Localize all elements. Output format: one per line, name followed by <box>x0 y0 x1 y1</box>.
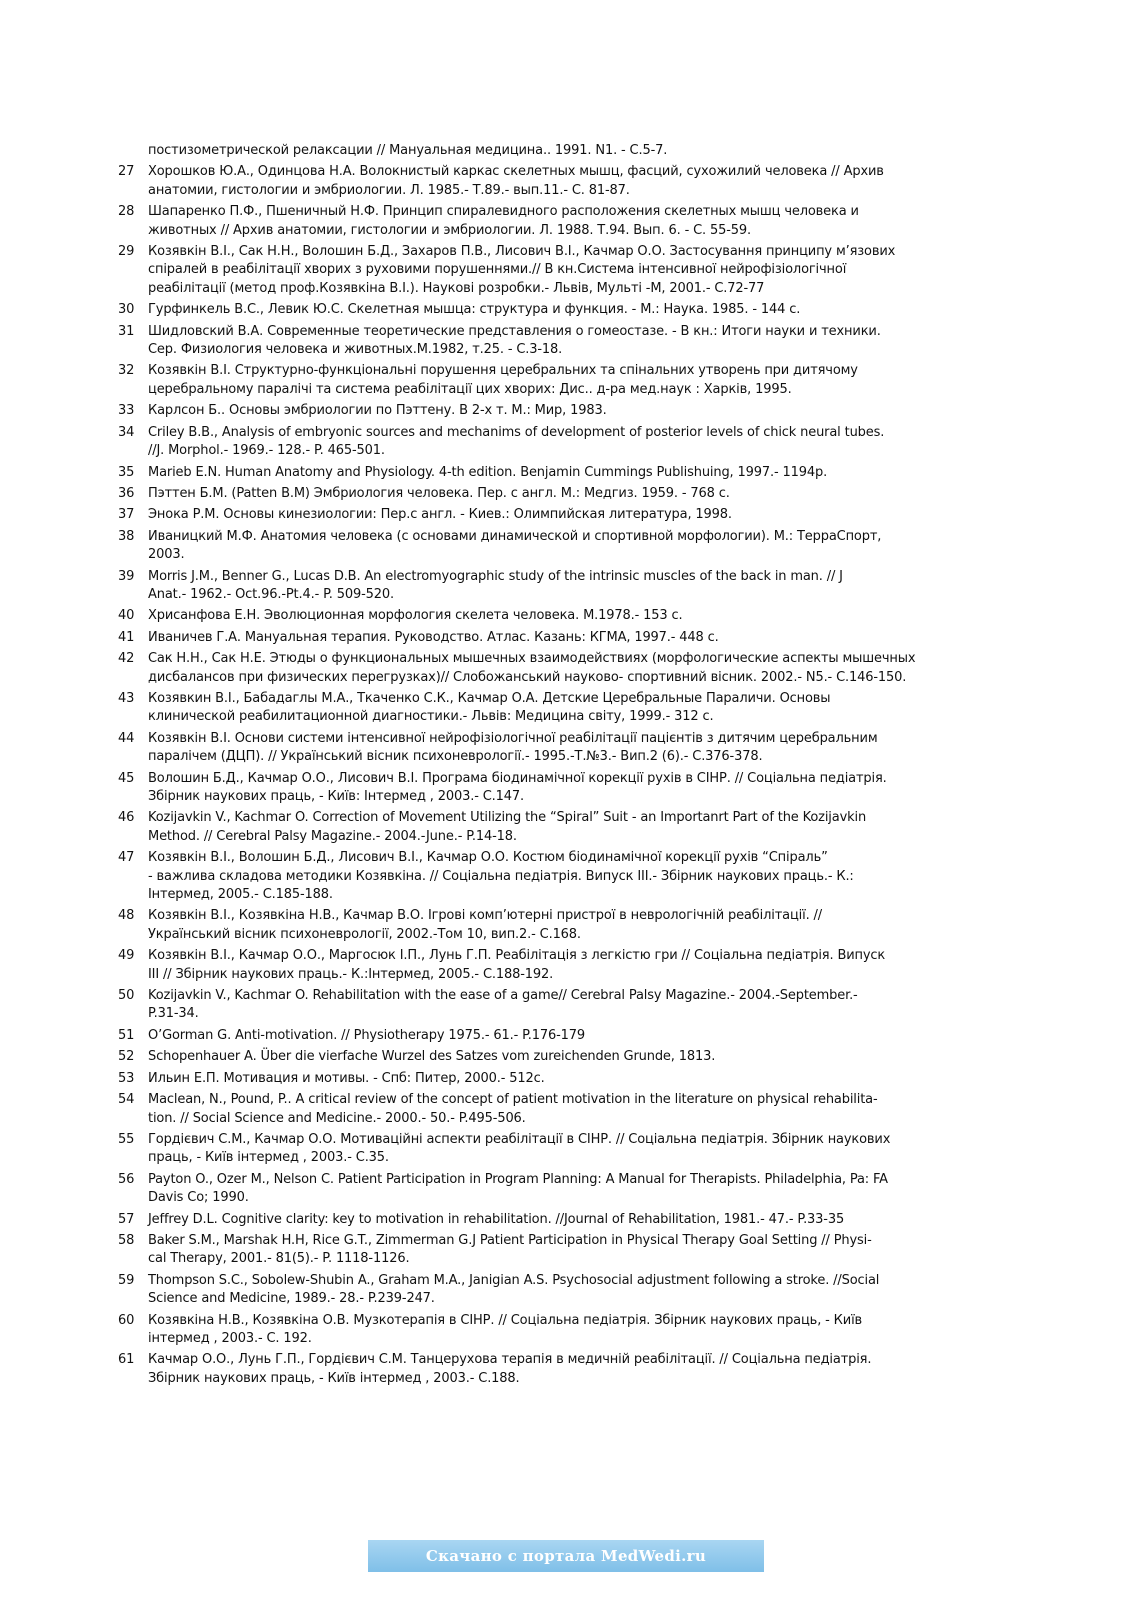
reference-number: 59 <box>118 1272 135 1288</box>
reference-number: 48 <box>118 908 135 924</box>
reference-text: Ильин Е.П. Мотивация и мотивы. - Спб: Питер, 2000.- 512с. <box>148 1070 545 1086</box>
reference-number: 34 <box>118 424 135 440</box>
reference-text: Morris J.M., Benner G., Lucas D.B. An electromyographic study of the intrinsic muscles of the back in man. // J Anat.- 1962.- Oct.96.-Pt.4.- P. 509-520. <box>148 568 843 602</box>
reference-continuation <box>118 142 978 160</box>
reference-item <box>118 301 978 319</box>
reference-number: 41 <box>118 629 135 645</box>
reference-item <box>118 987 978 1024</box>
reference-number: 58 <box>118 1232 135 1248</box>
reference-number: 42 <box>118 651 135 667</box>
reference-text: Criley B.B., Analysis of embryonic sources and mechanims of development of posterior levels of chick neural tubes. //J. Morphol.- 1969.- 128.- P. 465-501. <box>148 424 885 459</box>
reference-number: 44 <box>118 730 135 746</box>
reference-text: Козявкін В.І. Структурно-функціональні порушення церебральних та спінальних утворень при дитячому церебральному паралічі та система реабілітації цих хворих: Дис.. д-ра мед.наук : Харків, 1995. <box>148 363 858 397</box>
reference-list <box>118 142 978 1391</box>
reference-text: Иваничев Г.А. Мануальная терапия. Руководство. Атлас. Казань: КГМА, 1997.- 448 с. <box>148 629 719 645</box>
reference-item <box>118 770 978 807</box>
reference-text: Волошин Б.Д., Качмар О.О., Лисович В.І. Програма біодинамічної корекції рухів в СІНР. // Соціальна педіатрія. Збірник наукових праць, - Київ: Інтермед , 2003.- С.147. <box>148 770 887 804</box>
reference-number: 52 <box>118 1049 135 1065</box>
reference-item <box>118 203 978 240</box>
reference-number: 55 <box>118 1131 135 1147</box>
reference-item <box>118 947 978 984</box>
reference-item <box>118 424 978 461</box>
reference-number: 30 <box>118 302 135 318</box>
reference-number: 39 <box>118 568 135 584</box>
reference-text: Козявкін В.І., Волошин Б.Д., Лисович В.І., Качмар О.О. Костюм біодинамічної корекції рухів “Спіраль” - важлива складова методики Козявкіна. // Соціальна педіатрія. Випуск ІІІ.- Збірник наукових праць.- К.: Інтермед, 2005.- С.185-188. <box>148 850 854 903</box>
reference-item <box>118 464 978 482</box>
reference-number: 50 <box>118 988 135 1004</box>
reference-item <box>118 362 978 399</box>
reference-number: 43 <box>118 690 135 706</box>
reference-text: Marieb E.N. Human Anatomy and Physiology. 4-th edition. Benjamin Cummings Publishuing, 1997.- 1194p. <box>148 464 828 480</box>
reference-item <box>118 1048 978 1066</box>
reference-item <box>118 730 978 767</box>
reference-item <box>118 849 978 904</box>
reference-item <box>118 1272 978 1309</box>
reference-text: Козявкін В.І. Основи системи інтенсивної нейрофізіологічної реабілітації пацієнтів з дитячим церебральним паралічем (ДЦП). // Український вісник психоневрології.- 1995.-Т.№3.- Вип.2 (6).- С.376-378. <box>148 730 878 765</box>
reference-text: Kozijavkin V., Kachmar O. Correction of Movement Utilizing the “Spiral” Suit - an Importanrt Part of the Kozijavkin Method. // Cerebral Palsy Magazine.- 2004.-June.- P.14-18. <box>148 810 867 844</box>
watermark-text: Скачано с портала MedWedi.ru <box>425 1547 707 1565</box>
reference-number: 49 <box>118 948 135 964</box>
reference-text: Хорошков Ю.А., Одинцова Н.А. Волокнистый каркас скелетных мышц, фасций, сухожилий человека // Архив анатомии, гистологии и эмбриологии. Л. 1985.- Т.89.- вып.11.- С. 81-87. <box>148 164 884 198</box>
reference-item <box>118 323 978 360</box>
reference-text: Kozijavkin V., Kachmar O. Rehabilitation with the ease of a game// Cerebral Palsy Magazine.- 2004.-September.- P.31-34. <box>148 988 858 1022</box>
reference-item <box>118 1027 978 1045</box>
reference-text: Иваницкий М.Ф. Анатомия человека (с основами динамической и спортивной морфологии). М.: ТерраСпорт, 2003. <box>148 528 882 563</box>
reference-text: Гордієвич С.М., Качмар О.О. Мотиваційні аспекти реабілітації в СІНР. // Соціальна педіатрія. Збірник наукових праць, - Київ інтермед , 2003.- С.35. <box>148 1131 891 1166</box>
reference-text: Карлсон Б.. Основы эмбриологии по Пэттену. В 2-х т. М.: Мир, 1983. <box>148 403 607 419</box>
reference-text: Payton O., Ozer M., Nelson C. Patient Participation in Program Planning: A Manual for Therapists. Philadelphia, Pa: FA Davis Co; 1990. <box>148 1171 888 1206</box>
reference-text: Хрисанфова Е.Н. Эволюционная морфология скелета человека. М.1978.- 153 с. <box>148 608 683 624</box>
reference-number: 40 <box>118 608 135 624</box>
reference-item <box>118 1211 978 1229</box>
reference-item <box>118 402 978 420</box>
reference-text: Шидловский В.А. Современные теоретические представления о гомеостазе. - В кн.: Итоги науки и техники. Сер. Физиология человека и животных.М.1982, т.25. - С.3-18. <box>148 323 881 358</box>
reference-item <box>118 1070 978 1088</box>
reference-number: 32 <box>118 363 135 379</box>
reference-text: Козявкін В.І., Качмар О.О., Маргосюк І.П., Лунь Г.П. Реабілітація з легкістю гри // Соціальна педіатрія. Випуск ІІІ // Збірник наукових праць.- К.:Інтермед, 2005.- С.188-192. <box>148 948 886 982</box>
reference-continuation-text: постизометрической релаксации // Мануальная медицина.. 1991. N1. - C.5-7. <box>148 143 668 158</box>
reference-number: 61 <box>118 1352 135 1368</box>
reference-number: 38 <box>118 528 135 544</box>
reference-item <box>118 809 978 846</box>
reference-item <box>118 607 978 625</box>
reference-item <box>118 1351 978 1388</box>
reference-number: 36 <box>118 485 135 501</box>
reference-item <box>118 1171 978 1208</box>
reference-text: Козявкин В.І., Бабадаглы М.А., Ткаченко С.К., Качмар О.А. Детские Церебральные Параличи. Основы клинической реабилитационной диагностики.- Львів: Медицина світу, 1999.- 312 с. <box>148 690 831 725</box>
reference-text: Энока Р.М. Основы кинезиологии: Пер.с англ. - Киев.: Олимпийская литература, 1998. <box>148 507 732 523</box>
reference-text: Jeffrey D.L. Cognitive clarity: key to motivation in rehabilitation. //Journal of Rehabilitation, 1981.- 47.- P.33-35 <box>148 1211 845 1227</box>
reference-item <box>118 243 978 298</box>
reference-text: O’Gorman G. Anti-motivation. // Physiotherapy 1975.- 61.- P.176-179 <box>148 1027 586 1043</box>
reference-text: Качмар О.О., Лунь Г.П., Гордієвич С.М. Танцерухова терапія в медичній реабілітації. // Соціальна педіатрія. Збірник наукових праць, - Київ інтермед , 2003.- С.188. <box>148 1352 872 1386</box>
reference-item <box>118 650 978 687</box>
reference-number: 56 <box>118 1171 135 1187</box>
reference-item <box>118 528 978 565</box>
reference-number: 54 <box>118 1092 135 1108</box>
reference-number: 53 <box>118 1070 135 1086</box>
reference-text: Козявкін В.І., Сак Н.Н., Волошин Б.Д., Захаров П.В., Лисович В.І., Качмар О.О. Застосування принципу м’язових спіралей в реабілітації хворих з руховими порушеннями.// В кн.Система інтенсивної нейрофізіологічної реабілітації (метод проф.Козявкіна В.І.). Наукові розробки.- Львів, Мульті -М, 2001.- С.72-77 <box>148 244 896 296</box>
reference-text: Козявкіна Н.В., Козявкіна О.В. Музкотерапія в СІНР. // Соціальна педіатрія. Збірник наукових праць, - Київ інтермед , 2003.- С. 192. <box>148 1312 863 1346</box>
reference-number: 51 <box>118 1027 135 1043</box>
reference-item <box>118 629 978 647</box>
reference-item <box>118 506 978 524</box>
reference-text: Гурфинкель B.C., Левик Ю.С. Скелетная мышца: структура и функция. - М.: Наука. 1985. - 144 с. <box>148 302 801 318</box>
reference-text: Schopenhauer A. Über die vierfache Wurzel des Satzes vom zureichenden Grunde, 1813. <box>148 1049 716 1065</box>
download-watermark-banner[interactable] <box>368 1540 764 1572</box>
reference-number: 27 <box>118 164 135 180</box>
reference-number: 45 <box>118 770 135 786</box>
reference-number: 57 <box>118 1211 135 1227</box>
reference-item <box>118 163 978 200</box>
reference-text: Сак Н.Н., Сак Н.Е. Этюды о функциональных мышечных взаимодействиях (морфологические аспекты мышечных дисбалансов при физических перегрузках)// Слобожанський науково- спортивний вісник. 2002.- N5.- С.146-150. <box>148 651 916 685</box>
reference-text: Шапаренко П.Ф., Пшеничный Н.Ф. Принцип спиралевидного расположения скелетных мышц человека и животных // Архив анатомии, гистологии и эмбриологии. Л. 1988. Т.94. Вып. 6. - С. 55-59. <box>148 204 859 238</box>
reference-number: 33 <box>118 403 135 419</box>
reference-text: Baker S.M., Marshak H.H, Rice G.T., Zimmerman G.J Patient Participation in Physical Therapy Goal Setting // Physi- cal Therapy, 2001.- 81(5).- P. 1118-1126. <box>148 1232 872 1267</box>
reference-item <box>118 1091 978 1128</box>
reference-number: 46 <box>118 810 135 826</box>
reference-item <box>118 1131 978 1168</box>
reference-item <box>118 1232 978 1269</box>
reference-item <box>118 485 978 503</box>
reference-item <box>118 568 978 605</box>
reference-text: Thompson S.C., Sobolew-Shubin A., Graham M.A., Janigian A.S. Psychosocial adjustment following a stroke. //Social Science and Medicine, 1989.- 28.- P.239-247. <box>148 1272 880 1307</box>
reference-item <box>118 907 978 944</box>
reference-text: Maclean, N., Pound, P.. A critical review of the concept of patient motivation in the literature on physical rehabilita- tion. // Social Science and Medicine.- 2000.- 50.- P.495-506. <box>148 1092 878 1126</box>
reference-item <box>118 690 978 727</box>
reference-text: Пэттен Б.М. (Patten B.M) Эмбриология человека. Пер. с англ. М.: Медгиз. 1959. - 768 с. <box>148 485 730 501</box>
reference-text: Козявкін В.І., Козявкіна Н.В., Качмар В.О. Ігрові комп’ютерні пристрої в неврологічній реабілітації. // Український вісник психоневрології, 2002.-Том 10, вип.2.- С.168. <box>148 908 822 942</box>
reference-number: 31 <box>118 323 135 339</box>
reference-item <box>118 1312 978 1349</box>
reference-number: 28 <box>118 204 135 220</box>
reference-number: 47 <box>118 850 135 866</box>
reference-number: 37 <box>118 507 135 523</box>
reference-number: 29 <box>118 244 135 260</box>
reference-number: 35 <box>118 464 135 480</box>
reference-number: 60 <box>118 1312 135 1328</box>
